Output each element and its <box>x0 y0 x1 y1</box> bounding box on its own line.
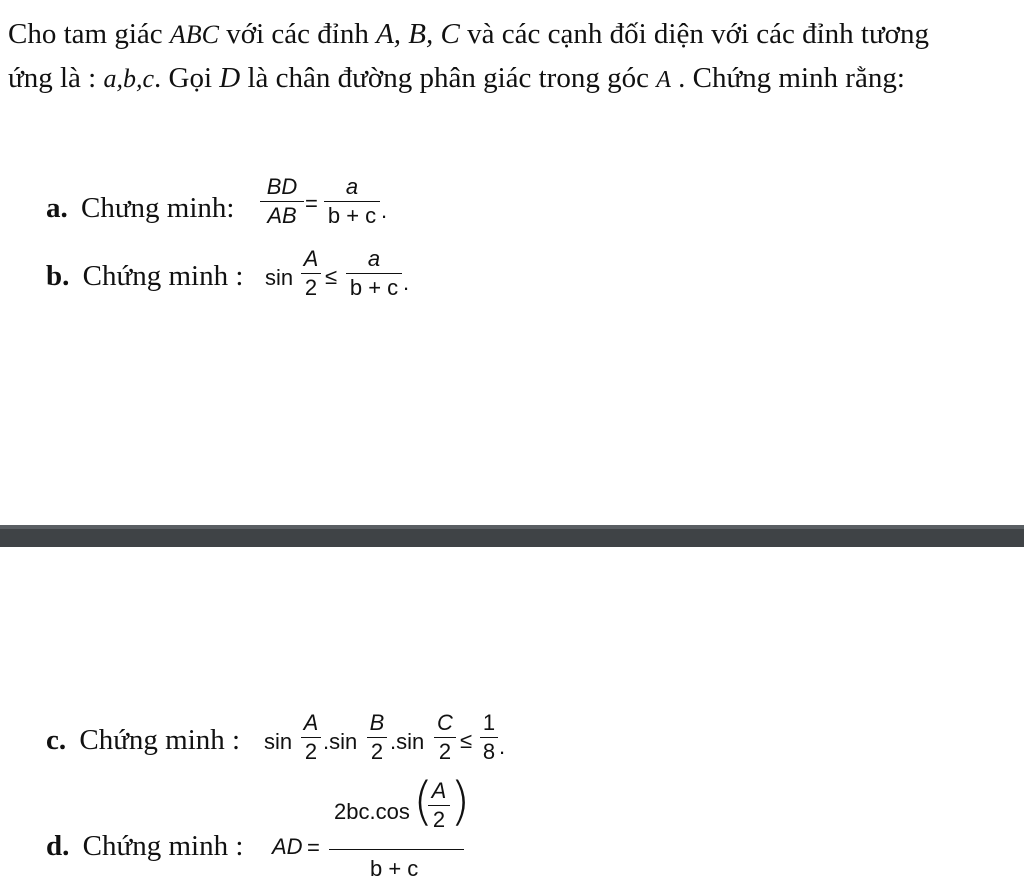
fraction-a-bc <box>346 248 402 299</box>
equals-sign: = <box>305 191 318 216</box>
vertices: A, B, C <box>376 18 460 50</box>
intro-text: . Chứng minh rằng: <box>670 62 905 94</box>
numerator: 1 <box>482 710 496 735</box>
item-text: Chứng minh : <box>82 830 244 862</box>
numerator: A <box>303 710 319 735</box>
numerator: a <box>345 174 359 199</box>
period: . <box>381 198 388 223</box>
intro-text: và các cạnh đối diện với các đỉnh tương <box>459 18 929 50</box>
intro-text: . Gọi <box>154 62 220 94</box>
numerator-expression: 2bc.cos <box>334 799 410 824</box>
item-text: Chứng minh : <box>79 724 241 756</box>
denominator: AB <box>267 203 297 228</box>
fraction-1-8 <box>480 712 498 763</box>
denominator: 2 <box>304 275 318 300</box>
fraction-bar <box>301 273 321 274</box>
denominator: 2 <box>432 807 446 832</box>
denominator: 2 <box>438 739 452 764</box>
numerator: A <box>303 246 319 271</box>
fraction-bar <box>480 737 498 738</box>
sin-function: sin <box>265 265 294 290</box>
leq-sign: ≤ <box>325 264 338 289</box>
fraction-bar <box>428 805 450 806</box>
numerator: BD <box>266 174 298 199</box>
intro-line-2 <box>8 64 905 93</box>
intro-text: Cho tam giác <box>8 18 170 50</box>
fraction-bar <box>434 737 456 738</box>
denominator: 8 <box>482 739 496 764</box>
item-label: a. <box>46 192 68 224</box>
fraction-bar <box>301 737 321 738</box>
sin-function: .sin <box>323 729 358 754</box>
item-label: b. <box>46 260 70 292</box>
sin-function: sin <box>264 729 293 754</box>
intro-text: với các đỉnh <box>219 18 377 50</box>
section-divider <box>0 525 1024 547</box>
intro-text: là chân đường phân giác trong góc <box>240 62 657 94</box>
fraction-bar <box>260 201 304 202</box>
triangle-name: ABC <box>169 20 219 49</box>
denominator: 2 <box>370 739 384 764</box>
fraction-a-2 <box>428 780 450 831</box>
numerator: A <box>431 778 447 803</box>
fraction-bd-ab <box>260 176 304 227</box>
item-a-label-row <box>46 194 234 223</box>
fraction-bar <box>346 273 402 274</box>
fraction-a-2 <box>301 712 321 763</box>
item-c-label-row <box>46 726 240 755</box>
item-text: Chưng minh: <box>81 192 235 224</box>
numerator: C <box>437 710 453 735</box>
right-paren: ) <box>450 772 471 832</box>
fraction-bar <box>367 737 387 738</box>
sides: a,b,c <box>103 64 155 93</box>
angle-a: A <box>656 67 671 93</box>
equals-sign: = <box>307 835 320 860</box>
period: . <box>403 270 410 295</box>
numerator: B <box>369 710 385 735</box>
item-label: d. <box>46 830 70 862</box>
segment-ad: AD <box>272 834 303 859</box>
fraction-a-bc <box>324 176 380 227</box>
denominator: b + c <box>370 856 419 881</box>
item-label: c. <box>46 724 67 756</box>
fraction-a-2 <box>301 248 321 299</box>
intro-line-1 <box>8 20 929 49</box>
period: . <box>499 734 506 759</box>
item-d-label-row <box>46 832 243 861</box>
intro-text: ứng là : <box>8 62 104 94</box>
fraction-bar <box>324 201 380 202</box>
denominator: 2 <box>304 739 318 764</box>
denominator: b + c <box>349 275 399 300</box>
leq-sign: ≤ <box>460 728 473 753</box>
fraction-b-2 <box>367 712 387 763</box>
left-paren: ( <box>413 772 434 832</box>
point-d: D <box>219 62 241 94</box>
sin-function: .sin <box>390 729 425 754</box>
main-fraction-bar <box>329 849 464 850</box>
item-text: Chứng minh : <box>82 260 244 292</box>
item-b-label-row <box>46 262 243 291</box>
fraction-c-2 <box>434 712 456 763</box>
numerator: a <box>367 246 381 271</box>
denominator: b + c <box>327 203 377 228</box>
